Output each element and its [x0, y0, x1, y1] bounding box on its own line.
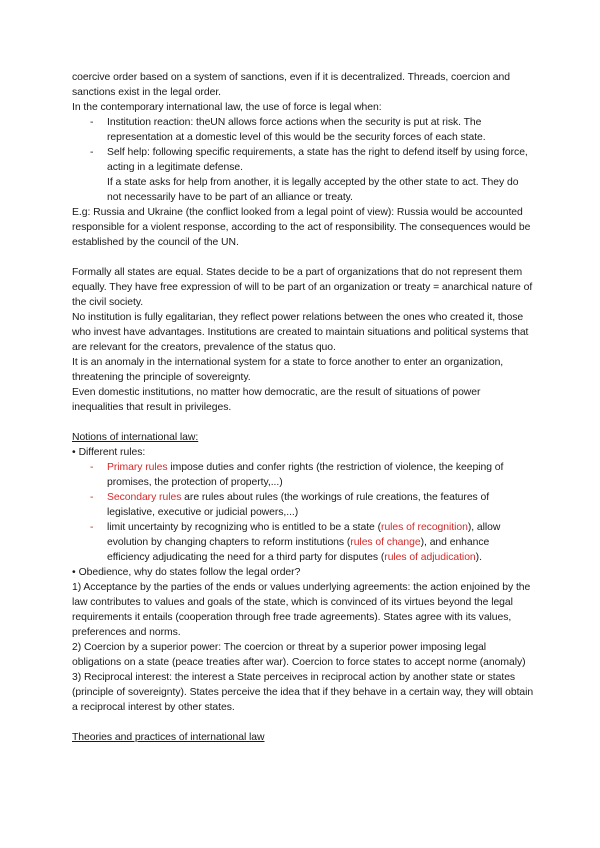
dash-bullet: - [90, 462, 94, 473]
list-item-text: Institution reaction: theUN allows force actions when the security is put at risk. The representation at a domestic level of this would be the security forces of each state. [107, 117, 486, 143]
page-content [72, 70, 534, 745]
term-rules-of-change: rules of change [350, 537, 421, 548]
list-item-text: Self help: following specific requirements, a state has the right to defend itself by using force, acting in a legitimate defense. [107, 147, 528, 173]
paragraph-use-of-force: In the contemporary international law, the use of force is legal when: [72, 102, 382, 113]
paragraph-domestic-institutions: Even domestic institutions, no matter how democratic, are the result of situations of power inequalities that result in privileges. [72, 387, 481, 413]
list-item-text: limit uncertainty by recognizing who is entitled to be a state ( [107, 522, 382, 533]
paragraph-coercive-order: coercive order based on a system of sanctions, even if it is decentralized. Threads, coercion and sanctions exist in the legal order. [72, 72, 510, 98]
bullet-different-rules [72, 445, 534, 460]
list-item-limit-uncertainty [72, 520, 534, 565]
term-rules-of-recognition: rules of recognition [381, 522, 468, 533]
paragraph-states-equal: Formally all states are equal. States decide to be a part of organizations that do not represent them equally. They have free expression of will to be part of an organization or treaty = anarchical nature of the civil society. [72, 267, 533, 308]
paragraph-reason-reciprocal: 3) Reciprocal interest: the interest a State perceives in reciprocal action by another state or states (principle of sovereignty). States perceive the idea that if they behave in a certain way, they will obtain a reciprocal interest by other states. [72, 672, 534, 713]
paragraph-no-institution: No institution is fully egalitarian, they reflect power relations between the ones who created it, those who invest have advantages. Institutions are created to maintain situations and political systems that are relevant for the creators, prevalence of the status quo. [72, 312, 529, 353]
paragraph-reason-coercion: 2) Coercion by a superior power: The coercion or threat by a superior power imposing legal obligations on a state (peace treaties after war). Coercion to force states to accept norme (anomaly) [72, 642, 526, 668]
list-item-secondary-rules [72, 490, 534, 520]
list-item-primary-rules [72, 460, 534, 490]
paragraph-gap [72, 250, 534, 265]
term-rules-of-adjudication: rules of adjudication [384, 552, 476, 563]
list-item-text: ), allow evolution by changing chapters to reform institutions ( [107, 522, 501, 548]
heading-theories-and-practices: Theories and practices of international law [72, 732, 265, 743]
dash-bullet: - [90, 522, 94, 533]
bullet-text: Obedience, why do states follow the legal order? [78, 567, 301, 578]
list-item-text: If a state asks for help from another, it is legally accepted by the other state to act. They do not necessarily have to be part of an alliance or treaty. [107, 177, 519, 203]
paragraph-russia-ukraine: E.g: Russia and Ukraine (the conflict looked from a legal point of view): Russia would be accounted responsible for a violent response, according to the act of responsibility. The consequences would be established by the council of the UN. [72, 207, 531, 248]
paragraph-anomaly: It is an anomaly in the international system for a state to force another to enter an organization, threatening the principle of sovereignty. [72, 357, 504, 383]
bullet-obedience [72, 565, 534, 580]
list-item-self-help-continued [72, 175, 534, 205]
dash-bullet: - [90, 147, 94, 158]
dash-bullet: - [90, 492, 94, 503]
list-item-text: ), and enhance efficiency adjudicating the need for a third party for disputes ( [107, 537, 490, 563]
term-secondary-rules: Secondary rules [107, 492, 182, 503]
bullet-dot: • [72, 447, 76, 458]
term-primary-rules: Primary rules [107, 462, 168, 473]
bullet-text: Different rules: [78, 447, 146, 458]
list-item-text: are rules about rules (the workings of rule creations, the features of legislative, executive or judicial powers,...) [107, 492, 490, 518]
list-item-text: ). [475, 552, 482, 563]
paragraph-gap [72, 715, 534, 730]
list-item-institution-reaction [72, 115, 534, 145]
paragraph-gap [72, 415, 534, 430]
dash-bullet: - [90, 117, 94, 128]
list-item-text: impose duties and confer rights (the restriction of violence, the keeping of promises, the protection of property,...) [107, 462, 504, 488]
list-item-self-help [72, 145, 534, 175]
bullet-dot: • [72, 567, 76, 578]
paragraph-reason-acceptance: 1) Acceptance by the parties of the ends or values underlying agreements: the action enjoined by the law contributes to values and goals of the state, which is convinced of its virtues beyond the legal requirements it entails (cooperation through free trade agreements). States agree with its values, preferences and norms. [72, 582, 531, 638]
heading-notions-of-international-law: Notions of international law: [72, 432, 199, 443]
